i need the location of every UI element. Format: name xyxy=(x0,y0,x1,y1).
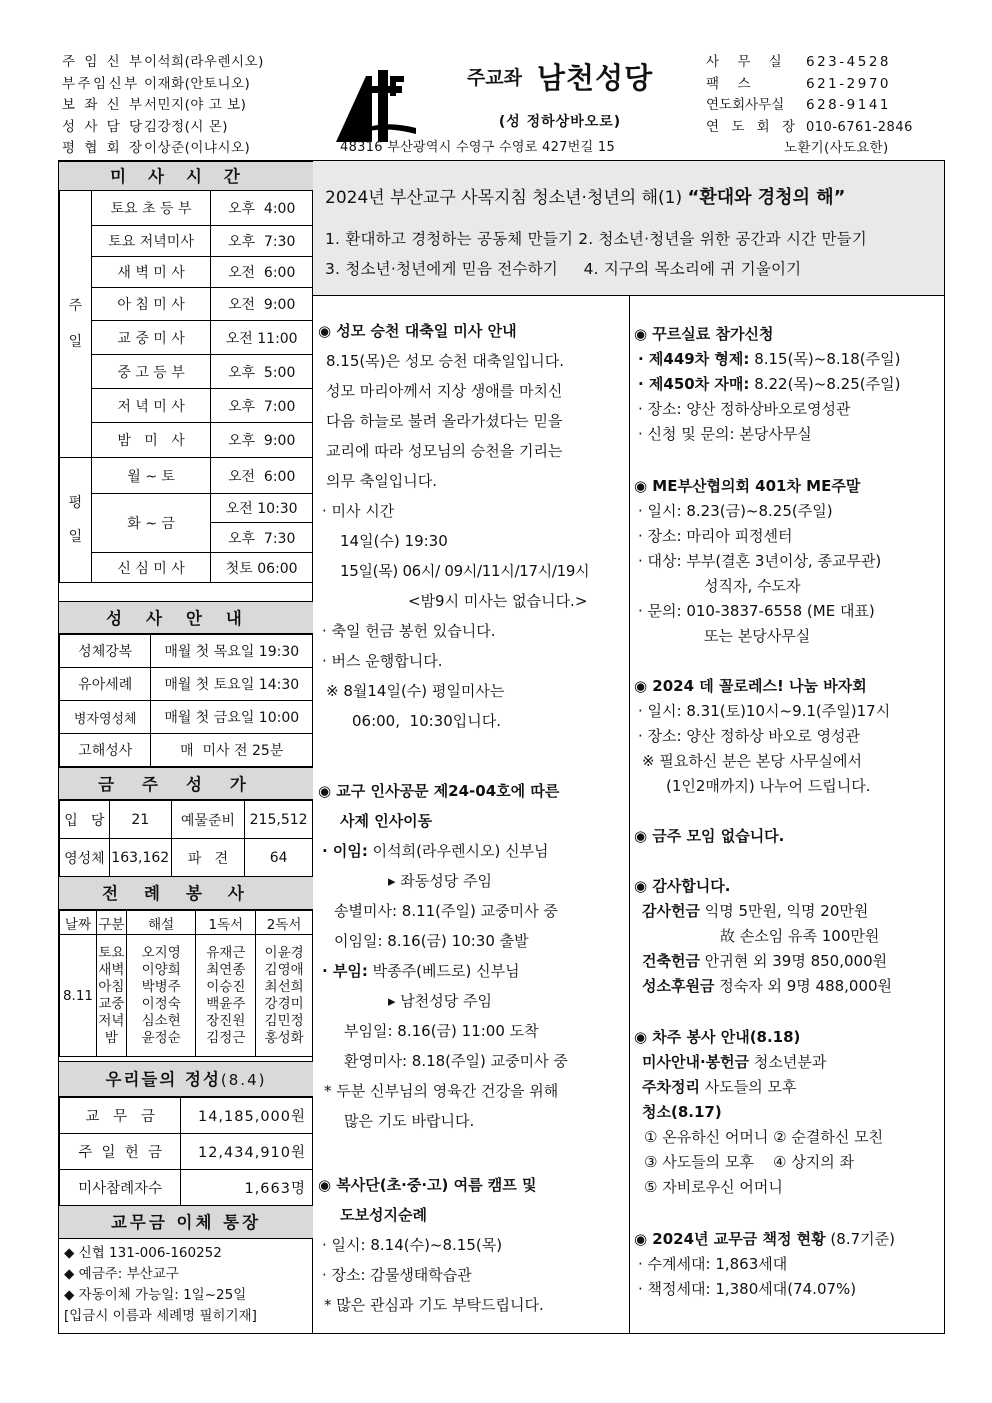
bank-line: [입금시 이름과 세례명 필히기재] xyxy=(64,1308,257,1324)
contact-row xyxy=(706,95,946,117)
hymn-row xyxy=(60,801,313,839)
clergy-role: 평 협 회 장 xyxy=(62,140,145,156)
mass-row xyxy=(60,458,313,494)
clergy-list xyxy=(62,52,312,160)
bank-line: ◆ 신협 131-006-160252 xyxy=(64,1245,222,1261)
contact-person: 노환기(사도요한) xyxy=(784,140,889,156)
service-value: 사도들의 모후 xyxy=(699,1078,797,1096)
thanks-title: ◉ 감사합니다. xyxy=(634,877,731,895)
thanks-line xyxy=(634,949,942,974)
weekday-text: 평일 xyxy=(68,495,83,545)
contact-number: 621-2970 xyxy=(806,75,891,92)
parish-title xyxy=(420,56,700,131)
hymn-label: 입 당 xyxy=(60,801,110,839)
arrive-label: · 부임: xyxy=(322,962,368,980)
leave-label: · 이임: xyxy=(322,842,368,860)
assumption-body xyxy=(318,346,626,496)
liturgy-cell: 김영애 xyxy=(264,961,304,978)
clergy-role: 부주임신부 xyxy=(62,75,140,92)
sacrament-name: 병자영성체 xyxy=(60,701,151,734)
prayer-note: * 두분 신부님의 영육간 건강을 위해 xyxy=(324,1082,559,1100)
offering-name: 미사참례자수 xyxy=(60,1170,181,1206)
contact-number: 623-4528 xyxy=(806,54,891,70)
liturgy-body-row xyxy=(60,935,313,1057)
contact-label: 연 도 회 장 xyxy=(706,118,800,135)
arrive-detail: 부임일: 8.16(금) 11:00 도착 xyxy=(344,1022,539,1040)
camp-line: · 일시: 8.14(수)~8.15(목) xyxy=(322,1236,503,1254)
contact-list xyxy=(706,52,946,160)
sacrament-time: 매월 첫 토요일 14:30 xyxy=(151,668,313,701)
clergy-role: 주 임 신 부 xyxy=(62,54,145,70)
body-line: 의무 축일입니다. xyxy=(326,472,437,490)
dues-title-text: ◉ 2024년 교무금 책정 현황 xyxy=(634,1230,826,1248)
mass-name: 화 ~ 금 xyxy=(91,494,211,553)
bank-heading: 교무금 이체 통장 xyxy=(59,1205,313,1239)
offering-name: 주 일 헌 금 xyxy=(60,1134,181,1170)
leave-detail: 이임일: 8.16(금) 10:30 출발 xyxy=(334,932,529,950)
liturgy-col-reading2: 2독서 xyxy=(256,911,313,935)
liturgy-reading2 xyxy=(256,935,313,1057)
mass-time-note: <밤9시 미사는 없습니다.> xyxy=(408,592,588,610)
mass-time-line: 14일(수) 19:30 xyxy=(340,532,448,550)
camp-line: * 많은 관심과 기도 부탁드립니다. xyxy=(324,1296,544,1314)
liturgy-cell: 교중 xyxy=(98,995,125,1012)
liturgy-commentators xyxy=(126,935,196,1057)
sacrament-time: 매 미사 전 25분 xyxy=(151,734,313,767)
mass-name: 교 중 미 사 xyxy=(91,321,211,355)
offering-heading xyxy=(59,1061,313,1097)
liturgy-cell: 오지영 xyxy=(141,944,181,961)
cursillo-title: ◉ 꾸르실료 참가신청 xyxy=(634,325,774,343)
assumption-bullet: · 축일 헌금 봉헌 있습니다. xyxy=(322,622,496,640)
hymn-table xyxy=(59,800,313,877)
banner-title xyxy=(325,183,845,209)
clergy-name: 서민지(야 고 보) xyxy=(144,97,247,113)
liturgy-types xyxy=(96,935,126,1057)
personnel-leave xyxy=(318,836,626,866)
me-line: 또는 본당사무실 xyxy=(704,627,811,645)
mass-row xyxy=(60,389,313,423)
mass-times-label: · 미사 시간 xyxy=(322,502,395,520)
mass-name: 중 고 등 부 xyxy=(91,355,211,389)
liturgy-table xyxy=(59,910,313,1057)
liturgy-cell: 장진원 xyxy=(206,1012,246,1029)
thanks-line xyxy=(634,899,942,924)
bazaar-line: · 일시: 8.31(토)10시~9.1(주일)17시 xyxy=(638,702,891,720)
hymn-heading: 금주성가 xyxy=(59,767,313,800)
liturgy-cell: 저녁 xyxy=(98,1012,125,1029)
mass-time: 첫토 06:00 xyxy=(211,553,313,583)
thanks-line: 故 손소임 유족 100만원 xyxy=(720,927,880,945)
cursillo-value: 8.22(목)~8.25(주일) xyxy=(749,375,901,393)
thanks-label: 성소후원금 xyxy=(642,977,715,995)
sacrament-row xyxy=(60,734,313,767)
liturgy-col-date: 날짜 xyxy=(60,911,97,935)
me-line: · 장소: 마리아 피정센터 xyxy=(638,527,793,545)
mass-row xyxy=(60,257,313,288)
sacrament-row xyxy=(60,635,313,668)
sacrament-heading: 성사안내 xyxy=(59,601,313,634)
clergy-row xyxy=(62,95,312,117)
leave-destination: ▸ 좌동성당 주임 xyxy=(388,872,493,890)
personnel-title: ◉ 교구 인사공문 제24-04호에 따른 xyxy=(318,782,560,800)
hymn-label: 영성체 xyxy=(60,839,110,877)
sacrament-time: 매월 첫 목요일 19:30 xyxy=(151,635,313,668)
camp-line: · 장소: 감물생태학습관 xyxy=(322,1266,472,1284)
middle-column xyxy=(318,316,626,1320)
liturgy-cell: 윤정순 xyxy=(141,1029,181,1046)
liturgy-col-commentary: 해설 xyxy=(126,911,196,935)
me-line: 성직자, 수도자 xyxy=(704,577,801,595)
sacrament-time: 매월 첫 금요일 10:00 xyxy=(151,701,313,734)
mass-row xyxy=(60,321,313,355)
mass-time: 오후 5:00 xyxy=(211,355,313,389)
title-name: 남천성당 xyxy=(537,61,654,95)
dues-title-note: (8.7기준) xyxy=(825,1230,895,1248)
hymn-number: 163,162 xyxy=(109,839,171,877)
banner-line: 1. 환대하고 경청하는 공동체 만들기 2. 청소년·청년을 위한 공간과 시간 만들기 xyxy=(325,230,867,248)
bank-line: ◆ 예금주: 부산교구 xyxy=(64,1266,179,1282)
offering-name: 교 무 금 xyxy=(60,1098,181,1134)
service-label: 미사안내·봉헌금 xyxy=(642,1053,750,1071)
mass-name: 토요 저녁미사 xyxy=(91,226,211,257)
offering-value: 12,434,910원 xyxy=(181,1134,313,1170)
contact-row xyxy=(706,117,946,139)
mass-name: 새 벽 미 사 xyxy=(91,257,211,288)
liturgy-cell: 이윤경 xyxy=(264,944,304,961)
mass-row xyxy=(60,288,313,321)
cursillo-value: 8.15(목)~8.18(주일) xyxy=(749,350,901,368)
offering-table xyxy=(59,1097,313,1206)
parish-address: 48316 부산광역시 수영구 수영로 427번길 15 xyxy=(340,140,616,155)
contact-row xyxy=(706,52,946,74)
liturgy-cell: 유재근 xyxy=(206,944,246,961)
title-prefix: 주교좌 xyxy=(466,67,522,89)
offering-row xyxy=(60,1134,313,1170)
contact-number: 628-9141 xyxy=(806,97,891,113)
bazaar-line: ※ 필요하신 분은 본당 사무실에서 xyxy=(642,752,863,770)
service-label: 청소(8.17) xyxy=(642,1103,722,1121)
contact-label: 팩 스 xyxy=(706,75,758,92)
service-line: ③ 사도들의 모후 ④ 상지의 좌 xyxy=(644,1153,854,1171)
offering-value: 1,663명 xyxy=(181,1170,313,1206)
clergy-name: 이재화(안토니오) xyxy=(144,75,251,92)
leave-name: 이석희(라우렌시오) 신부님 xyxy=(367,842,549,860)
liturgy-cell: 홍성화 xyxy=(264,1029,304,1046)
cursillo-line: · 신청 및 문의: 본당사무실 xyxy=(638,425,812,443)
mass-row xyxy=(60,423,313,458)
offering-date: (8.4) xyxy=(220,1071,267,1089)
offering-value: 14,185,000원 xyxy=(181,1098,313,1134)
dues-line: · 수계세대: 1,863세대 xyxy=(638,1255,788,1273)
thanks-value: 정숙자 외 9명 488,000원 xyxy=(714,977,893,995)
contact-row xyxy=(706,74,946,96)
thanks-label: 건축헌금 xyxy=(642,952,700,970)
liturgy-cell: 심소현 xyxy=(141,1012,181,1029)
thanks-value: 안귀현 외 39명 850,000원 xyxy=(699,952,888,970)
mass-time: 오후 7:30 xyxy=(211,226,313,257)
clergy-name: 김강정(시 몬) xyxy=(144,118,229,135)
parish-subtitle: (성 정하상바오로) xyxy=(498,114,622,130)
contact-label: 사 무 실 xyxy=(706,54,789,70)
meeting-title: ◉ 금주 모임 없습니다. xyxy=(634,827,785,845)
clergy-role: 보 좌 신 부 xyxy=(62,97,145,113)
banner-line: 3. 청소년·청년에게 믿음 전수하기 4. 지구의 목소리에 귀 기울이기 xyxy=(325,260,802,278)
clergy-row xyxy=(62,138,312,160)
hymn-number: 64 xyxy=(245,839,313,877)
contact-number: 010-6761-2846 xyxy=(806,119,913,135)
service-line xyxy=(634,1075,942,1100)
service-line: ① 온유하신 어머니 ② 순결하신 모친 xyxy=(644,1128,884,1146)
body-line: 교리에 따라 성모님의 승천을 기리는 xyxy=(326,442,563,460)
clergy-name: 이석희(라우렌시오) xyxy=(144,54,264,70)
liturgy-cell: 박병주 xyxy=(141,978,181,995)
sacrament-row xyxy=(60,668,313,701)
hymn-number: 21 xyxy=(109,801,171,839)
arrive-detail: 환영미사: 8.18(주일) 교중미사 중 xyxy=(344,1052,568,1070)
liturgy-col-reading1: 1독서 xyxy=(196,911,256,935)
cursillo-label: · 제449차 형제: xyxy=(638,350,750,368)
liturgy-cell: 백윤주 xyxy=(206,995,246,1012)
liturgy-cell: 김민정 xyxy=(264,1012,304,1029)
mass-name: 토요 초 등 부 xyxy=(91,191,211,226)
liturgy-col-type: 구분 xyxy=(96,911,126,935)
bank-line: ◆ 자동이체 가능일: 1일~25일 xyxy=(64,1287,247,1303)
mass-time: 오후 7:30 xyxy=(211,523,313,553)
clergy-name: 이상준(이냐시오) xyxy=(144,140,251,156)
hymn-row xyxy=(60,839,313,877)
mass-row xyxy=(60,226,313,257)
liturgy-cell: 최선희 xyxy=(264,978,304,995)
liturgy-cell: 강경미 xyxy=(264,995,304,1012)
sacrament-row xyxy=(60,701,313,734)
personnel-arrive xyxy=(318,956,626,986)
thanks-value: 익명 5만원, 익명 20만원 xyxy=(699,902,869,920)
me-line: · 대상: 부부(결혼 3년이상, 종교무관) xyxy=(638,552,882,570)
mass-name: 신 심 미 사 xyxy=(91,553,211,583)
cursillo-line xyxy=(634,347,942,372)
liturgy-header-row xyxy=(60,911,313,935)
mass-time: 오후 4:00 xyxy=(211,191,313,226)
liturgy-cell: 이정숙 xyxy=(141,995,181,1012)
liturgy-cell: 최연종 xyxy=(206,961,246,978)
mass-time: 오전 6:00 xyxy=(211,458,313,494)
dues-line: · 책정세대: 1,380세대(74.07%) xyxy=(638,1280,857,1298)
liturgy-reading1 xyxy=(196,935,256,1057)
weekday-label xyxy=(60,458,92,583)
liturgy-heading: 전례봉사 xyxy=(59,876,313,910)
cursillo-label: · 제450차 자매: xyxy=(638,375,750,393)
service-title: ◉ 차주 봉사 안내(8.18) xyxy=(634,1028,801,1046)
hymn-label: 예물준비 xyxy=(171,801,245,839)
me-title: ◉ ME부산협의회 401차 ME주말 xyxy=(634,477,861,495)
mass-time-line: 15일(목) 06시/ 09시/11시/17시/19시 xyxy=(340,562,590,580)
service-line xyxy=(634,1100,942,1125)
clergy-row xyxy=(62,74,312,96)
service-line: ⑤ 자비로우신 어머니 xyxy=(644,1178,783,1196)
bazaar-title: ◉ 2024 데 꼴로레스! 나눔 바자회 xyxy=(634,677,867,695)
me-line: · 문의: 010-3837-6558 (ME 대표) xyxy=(638,602,875,620)
sacrament-name: 성체강복 xyxy=(60,635,151,668)
mass-row xyxy=(60,191,313,226)
liturgy-cell: 새벽 xyxy=(98,961,125,978)
service-label: 주차정리 xyxy=(642,1078,700,1096)
assumption-bullet: · 버스 운행합니다. xyxy=(322,652,443,670)
mass-time: 오전 6:00 xyxy=(211,257,313,288)
bazaar-line: · 장소: 양산 정하상 바오로 영성관 xyxy=(638,727,861,745)
personnel-title: 사제 인사이동 xyxy=(340,812,433,830)
body-line: 다음 하늘로 불려 올라가셨다는 믿을 xyxy=(326,412,563,430)
parish-logo xyxy=(330,56,420,146)
me-line: · 일시: 8.23(금)~8.25(주일) xyxy=(638,502,833,520)
leave-detail: 송별미사: 8.11(주일) 교중미사 중 xyxy=(334,902,558,920)
sacrament-table xyxy=(59,634,313,767)
arrive-destination: ▸ 남천성당 주임 xyxy=(388,992,493,1010)
cursillo-line xyxy=(634,372,942,397)
service-value: 청소년분과 xyxy=(749,1053,827,1071)
contact-label: 연도회사무실 xyxy=(706,97,785,113)
body-line: 8.15(목)은 성모 승천 대축일입니다. xyxy=(326,352,565,370)
dues-title xyxy=(634,1227,942,1252)
hymn-label: 파 견 xyxy=(171,839,245,877)
pastoral-guideline-banner xyxy=(313,161,944,296)
clergy-role: 성 사 담 당 xyxy=(62,118,145,135)
mass-time: 오후 7:00 xyxy=(211,389,313,423)
prayer-note: 많은 기도 바랍니다. xyxy=(344,1112,475,1130)
hymn-number: 215,512 xyxy=(245,801,313,839)
mass-name: 아 침 미 사 xyxy=(91,288,211,321)
column-divider xyxy=(629,296,630,1334)
thanks-label: 감사헌금 xyxy=(642,902,700,920)
mass-time: 오전 10:30 xyxy=(211,494,313,523)
liturgy-cell: 이승진 xyxy=(206,978,246,995)
mass-time: 오전 11:00 xyxy=(211,321,313,355)
liturgy-cell: 김정근 xyxy=(206,1029,246,1046)
arrive-name: 박종주(베드로) 신부님 xyxy=(367,962,520,980)
offering-row xyxy=(60,1098,313,1134)
banner-title-plain: 2024년 부산교구 사목지침 청소년·청년의 해(1) xyxy=(325,188,688,208)
liturgy-cell: 아침 xyxy=(98,978,125,995)
bank-info xyxy=(64,1243,257,1327)
liturgy-cell: 밤 xyxy=(104,1029,118,1046)
service-line xyxy=(634,1050,942,1075)
assumption-title: ◉ 성모 승천 대축일 미사 안내 xyxy=(318,322,517,340)
right-column xyxy=(634,322,942,1302)
cursillo-line: · 장소: 양산 정하상바오로영성관 xyxy=(638,400,851,418)
sacrament-name: 유아세례 xyxy=(60,668,151,701)
clergy-row xyxy=(62,117,312,139)
thanks-line xyxy=(634,974,942,999)
mass-time: 오후 9:00 xyxy=(211,423,313,458)
camp-title: ◉ 복사단(초·중·고) 여름 캠프 및 xyxy=(318,1176,537,1194)
sunday-label xyxy=(60,191,92,458)
liturgy-cell: 이양희 xyxy=(141,961,181,978)
camp-title: 도보성지순례 xyxy=(340,1206,427,1224)
mass-row xyxy=(60,355,313,389)
sunday-text: 주일 xyxy=(68,298,83,350)
contact-row xyxy=(706,138,946,160)
offering-row xyxy=(60,1170,313,1206)
mass-heading: 미사시간 xyxy=(59,161,313,191)
assumption-note: ※ 8월14일(수) 평일미사는 xyxy=(326,682,505,700)
body-line: 성모 마리아께서 지상 생애를 마치신 xyxy=(326,382,563,400)
banner-title-bold: “환대와 경청의 해” xyxy=(687,187,846,208)
mass-name: 월 ~ 토 xyxy=(91,458,211,494)
clergy-row xyxy=(62,52,312,74)
mass-time: 오전 9:00 xyxy=(211,288,313,321)
mass-row xyxy=(60,553,313,583)
mass-name: 저 녁 미 사 xyxy=(91,389,211,423)
liturgy-date: 8.11 xyxy=(60,935,97,1057)
sacrament-name: 고해성사 xyxy=(60,734,151,767)
liturgy-cell: 토요 xyxy=(98,944,125,961)
mass-table xyxy=(59,190,313,583)
mass-name: 밤 미 사 xyxy=(91,423,211,458)
mass-row xyxy=(60,494,313,523)
bazaar-line: (1인2매까지) 나누어 드립니다. xyxy=(666,777,871,795)
assumption-note: 06:00, 10:30입니다. xyxy=(352,712,501,730)
offering-title: 우리들의 정성 xyxy=(105,1070,221,1089)
